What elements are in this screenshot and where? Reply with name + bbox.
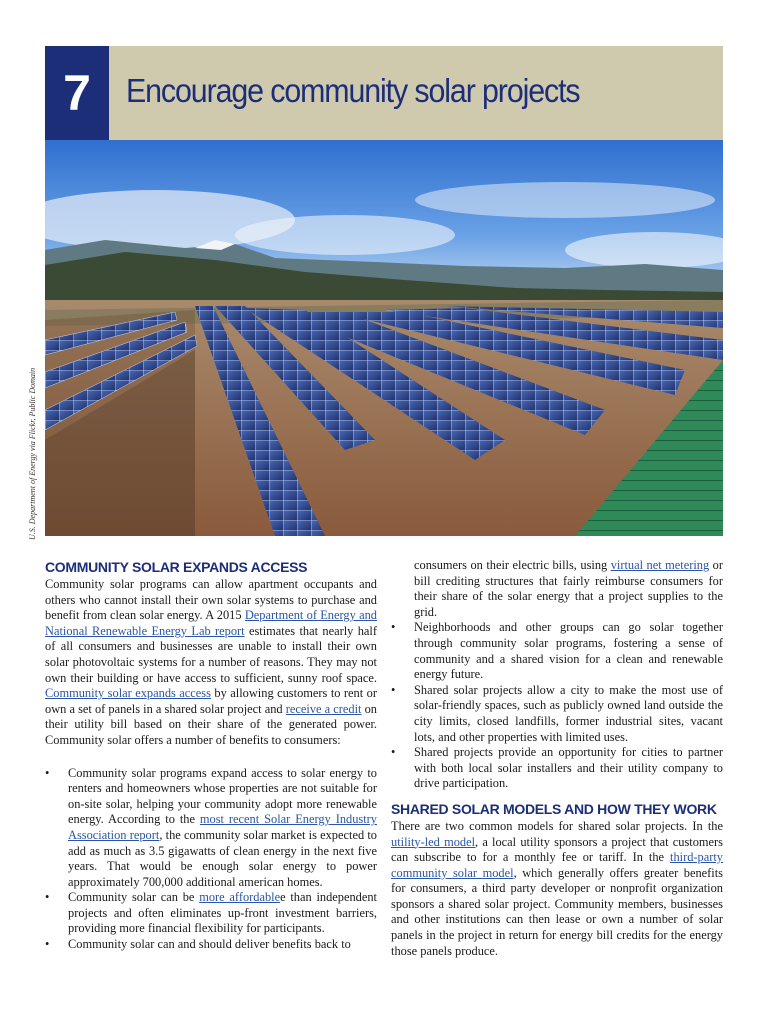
community-solar-expands-access-link[interactable]: Community solar expands access xyxy=(45,686,211,701)
text: Community solar can be xyxy=(68,890,200,905)
text: on their utility bill based on their share of the generated power. Community solar offers a number of benefits to consumers: xyxy=(45,701,377,747)
text: , a local utility sponsors a project that customers can subscribe to for a monthly fee or tariff. In the xyxy=(391,834,724,865)
text: Community solar programs expand access to solar energy to renters and homeowners whose properties are not suitable for on-site solar, helping your community adopt more renewable energy. According to the xyxy=(68,765,377,827)
utility-led-model-link[interactable]: utility-led model xyxy=(391,834,476,849)
text: e than independent projects and often eliminates up-front investment barriers, providing more financial flexibility for participants. xyxy=(68,890,378,936)
list-item-continuation xyxy=(391,558,723,620)
list-item: • Neighborhoods and other groups can go solar together through community solar programs, fostering a sense of community and a shared vision for a clean and renewable energy future. xyxy=(391,620,723,682)
list-item: • Shared solar projects allow a city to make the most use of solar-friendly spaces, such as publicly owned land outside the city limits, closed landfills, former industrial sites, vacant lots, and other properties with limited uses. xyxy=(391,683,723,745)
receive-a-credit-link[interactable]: receive a credit xyxy=(285,701,362,716)
section-heading: COMMUNITY SOLAR EXPANDS ACCESS xyxy=(45,559,308,575)
text: by allowing customers to rent or own a set of panels in a shared solar project and xyxy=(45,686,377,716)
spacer xyxy=(45,749,377,766)
text: , the community solar market is expected to add as much as 3.5 gigawatts of clean energy in the next five years. That would be enough solar energy to power approximately 700,000 additional american homes. xyxy=(68,827,378,889)
photo-credit: U.S. Department of Energy via Flickr, Public Domain xyxy=(28,367,37,540)
text: estimates that nearly half of all consumers and businesses are unable to install their own solar photovoltaic systems for a number of reasons. They may not own their building or have access to sufficient, sunny roof space. xyxy=(45,623,377,685)
seia-report-link[interactable]: most recent Solar Energy Industry Association report xyxy=(68,812,378,842)
left-column xyxy=(45,558,377,953)
list-item xyxy=(45,937,377,953)
third-party-model-link[interactable]: third-party community solar model xyxy=(391,850,723,880)
benefits-list xyxy=(45,766,377,953)
doe-nrel-report-link[interactable]: Department of Energy and National Renewable Energy Lab report xyxy=(45,608,377,638)
text: , which generally offers greater benefits for consumers, a third party developer or nonprofit organization sponsors a shared solar project. Community members, businesses and other institutions can then lease or own a number of solar panels in the project in return for energy bill credits for the energy those panels produce. xyxy=(391,865,724,958)
chapter-number: 7 xyxy=(45,46,109,140)
virtual-net-metering-link[interactable]: virtual net metering xyxy=(610,558,710,572)
models-paragraph xyxy=(391,819,723,959)
section-heading-2: SHARED SOLAR MODELS AND HOW THEY WORK xyxy=(391,800,717,817)
text: Community solar can and should deliver benefits back to xyxy=(68,937,351,952)
solar-field-illustration xyxy=(45,140,723,536)
list-item xyxy=(45,766,377,891)
more-affordable-link[interactable]: more affordable xyxy=(199,890,281,905)
benefits-list-continued xyxy=(391,620,723,792)
list-item xyxy=(45,890,377,937)
text: or bill crediting structures that fairly reimburse consumers for their share of the solar energy that a project supplies to the grid. xyxy=(414,558,724,619)
text: Community solar programs can allow apartment occupants and others who cannot install their own solar systems to purchase and benefit from clean solar energy. A 2015 xyxy=(45,577,377,623)
text: consumers on their electric bills, using xyxy=(414,558,611,572)
solar-field-photo xyxy=(45,140,723,536)
text: There are two common models for shared solar projects. In the xyxy=(391,818,723,833)
right-column xyxy=(391,558,723,959)
title-band xyxy=(109,46,723,140)
page-title: Encourage community solar projects xyxy=(126,72,580,109)
intro-paragraph xyxy=(45,577,377,749)
list-item: • Shared projects provide an opportunity for cities to partner with both local solar installers and their utility company to drive participation. xyxy=(391,745,723,792)
